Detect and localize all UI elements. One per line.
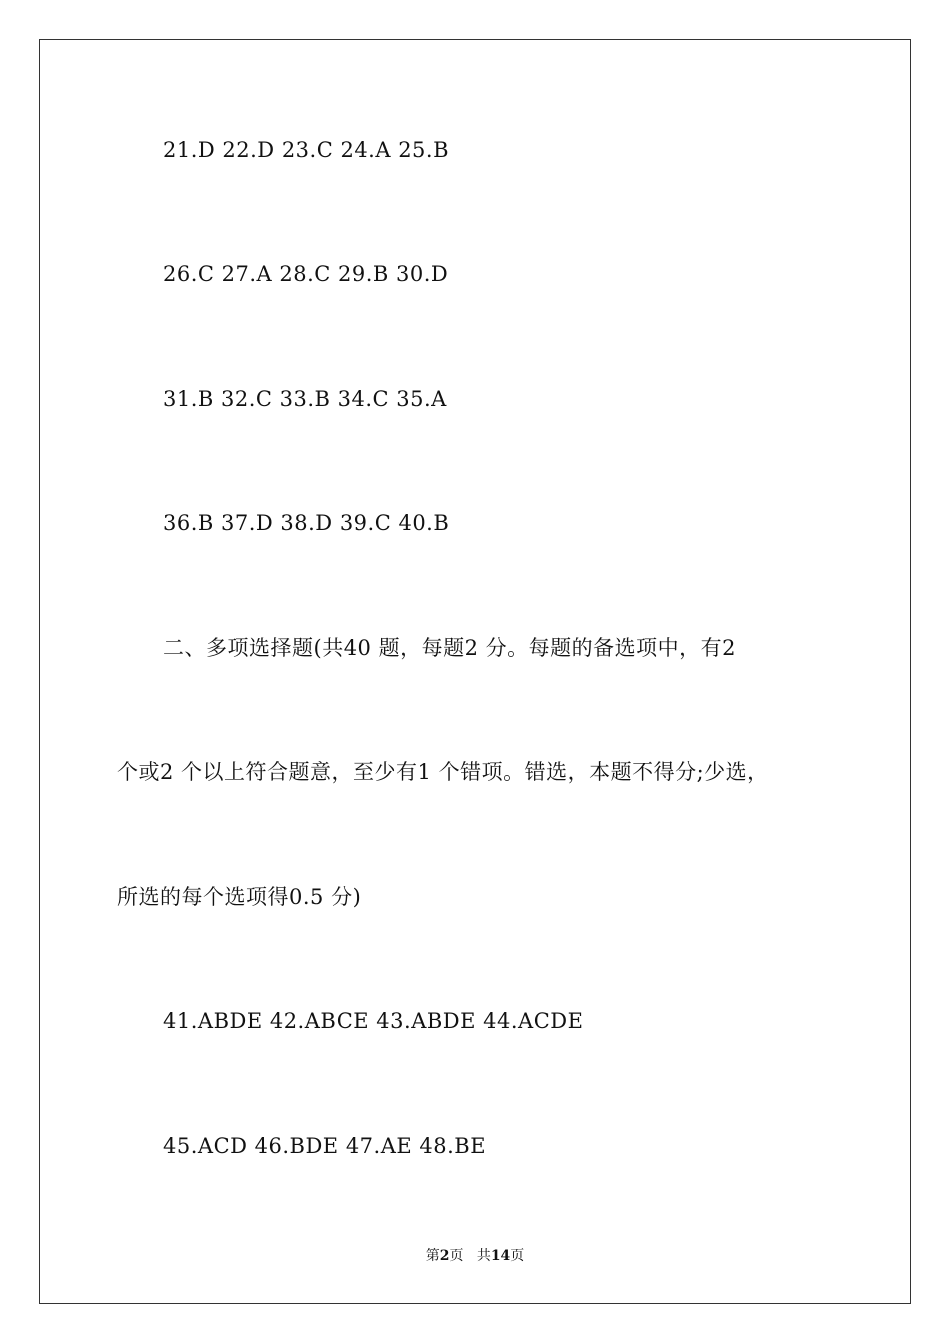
footer-total-number: 14 xyxy=(490,1248,511,1264)
answer-row-31-35: 31.B 32.C 33.B 34.C 35.A xyxy=(163,387,447,411)
section2-heading-line1: 二、多项选择题(共40 题，每题2 分。每题的备选项中，有2 xyxy=(163,636,736,660)
answer-row-36-40: 36.B 37.D 38.D 39.C 40.B xyxy=(163,511,450,535)
footer-total-suffix: 页 xyxy=(510,1248,525,1264)
footer-page-number: 2 xyxy=(439,1248,450,1264)
footer-page-suffix: 页 xyxy=(449,1248,464,1264)
page-frame xyxy=(39,39,911,1304)
footer-page-prefix: 第 xyxy=(425,1248,440,1264)
section2-heading-line2: 个或2 个以上符合题意，至少有1 个错项。错选，本题不得分;少选， xyxy=(117,760,769,784)
answer-row-21-25: 21.D 22.D 23.C 24.A 25.B xyxy=(163,138,450,162)
answer-row-41-44: 41.ABDE 42.ABCE 43.ABDE 44.ACDE xyxy=(163,1009,584,1033)
answer-row-45-48: 45.ACD 46.BDE 47.AE 48.BE xyxy=(163,1134,487,1158)
page-footer xyxy=(0,1246,950,1266)
footer-total-prefix: 共 xyxy=(476,1248,491,1264)
section2-heading-line3: 所选的每个选项得0.5 分) xyxy=(117,885,362,909)
answer-row-26-30: 26.C 27.A 28.C 29.B 30.D xyxy=(163,262,449,286)
